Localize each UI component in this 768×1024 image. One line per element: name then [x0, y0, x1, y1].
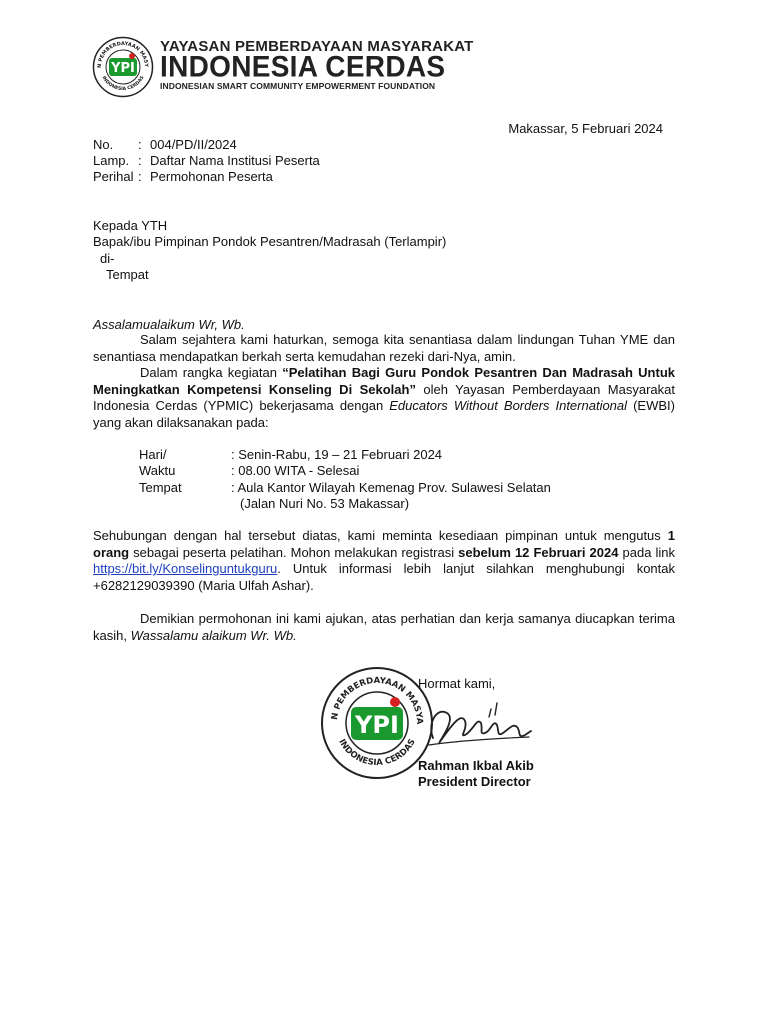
org-name-english: INDONESIAN SMART COMMUNITY EMPOWERMENT FOUNDATION — [160, 81, 436, 91]
stamp-center-text: YPI — [355, 711, 399, 739]
paragraph-event — [93, 365, 675, 431]
stamp-bottom-text: INDONESIA CERDAS — [336, 737, 418, 769]
closing-regards: Hormat kami, — [418, 676, 496, 691]
meta-value: Permohonan Peserta — [150, 169, 273, 184]
para3-text2: sebagai peserta pelatihan. Mohon melakukan registrasi — [129, 544, 459, 560]
signer-title: President Director — [418, 774, 531, 789]
recipient-line4: Tempat — [106, 267, 149, 282]
meta-value: 004/PD/II/2024 — [150, 137, 237, 152]
para3-text1: Sehubungan dengan hal tersebut diatas, kami meminta kesediaan pimpinan untuk mengutus — [93, 528, 668, 543]
participant-count: 1 orang — [93, 528, 675, 560]
meta-key: Lamp. — [93, 153, 130, 168]
para4-text1: Demikian permohonan ini kami ajukan, atas perhatian dan kerja samanya diucapkan terima kasih, — [93, 611, 675, 643]
meta-key: Perihal — [93, 169, 134, 184]
signer-name: Rahman Ikbal Akib — [418, 758, 534, 773]
closing-salutation: Wassalamu alaikum Wr. Wb. — [130, 627, 297, 643]
partner-name: Educators Without Borders International — [389, 398, 628, 413]
stamp-top-text: N PEMBERDAYAAN MASYA — [330, 675, 425, 725]
recipient-line2: Bapak/ibu Pimpinan Pondok Pesantren/Madrasah (Terlampir) — [93, 234, 447, 249]
meta-sep: : — [138, 137, 142, 152]
para2-text1: Dalam rangka kegiatan — [140, 365, 283, 380]
recipient-line1: Kepada YTH — [93, 218, 168, 233]
meta-sep: : — [138, 153, 142, 168]
para3-text4: . Untuk informasi lebih lanjut silahkan menghubungi kontak +6282129039390 (Maria Ulfah Ashar). — [93, 561, 675, 593]
greeting: Assalamualaikum Wr, Wb. — [93, 317, 245, 332]
para3-text3: pada link — [618, 544, 675, 560]
event-title: “Pelatihan Bagi Guru Pondok Pesantren Dan Madrasah Untuk Meningkatkan Kompetensi Konseling Di Sekolah” — [93, 365, 675, 397]
registration-link[interactable]: https://bit.ly/Konselinguntukguru — [93, 561, 278, 576]
meta-value: Daftar Nama Institusi Peserta — [150, 153, 320, 168]
schedule-key-time: Waktu — [139, 463, 176, 478]
para2-text3: (EWBI) yang akan dilaksanakan pada: — [93, 398, 675, 430]
logo-center-text: YPI — [111, 61, 135, 76]
schedule-value-day: : Senin-Rabu, 19 – 21 Februari 2024 — [231, 447, 443, 462]
schedule-value-place: : Aula Kantor Wilayah Kemenag Prov. Sulawesi Selatan — [231, 480, 551, 495]
schedule-value-time: : 08.00 WITA - Selesai — [231, 463, 360, 478]
org-name-line1: YAYASAN PEMBERDAYAAN MASYARAKAT — [160, 38, 474, 55]
meta-key: No. — [93, 137, 114, 152]
logo-ring-text: N PEMBERDAYAAN MASY — [96, 40, 150, 69]
meta-sep: : — [138, 169, 142, 184]
svg-text:INDONESIA CERDAS — [336, 738, 417, 769]
para2-text2: oleh Yayasan Pemberdayaan Masyarakat Indonesia Cerdas (YPMIC) bekerjasama dengan — [93, 381, 675, 413]
foundation-logo — [92, 36, 154, 98]
paragraph-request — [93, 528, 675, 594]
org-name-line2: INDONESIA CERDAS — [160, 50, 446, 83]
foundation-stamp — [320, 666, 434, 780]
registration-deadline: sebelum 12 Februari 2024 — [458, 544, 619, 560]
paragraph-closing — [93, 611, 675, 644]
place-date: Makassar, 5 Februari 2024 — [508, 121, 663, 136]
paragraph-opening: Salam sejahtera kami haturkan, semoga kita senantiasa dalam lindungan Tuhan YME dan senantiasa mendapatkan berkah serta kemudahan rezeki dari-Nya, amin. — [93, 332, 675, 364]
schedule-value-address: (Jalan Nuri No. 53 Makassar) — [240, 496, 410, 511]
schedule-key-place: Tempat — [139, 480, 182, 495]
schedule-key-day: Hari/ — [139, 447, 167, 462]
recipient-line3: di- — [100, 251, 115, 266]
handwritten-signature — [425, 693, 535, 755]
logo-ring-bottom-text: INDONESIA CERDAS — [100, 75, 146, 93]
